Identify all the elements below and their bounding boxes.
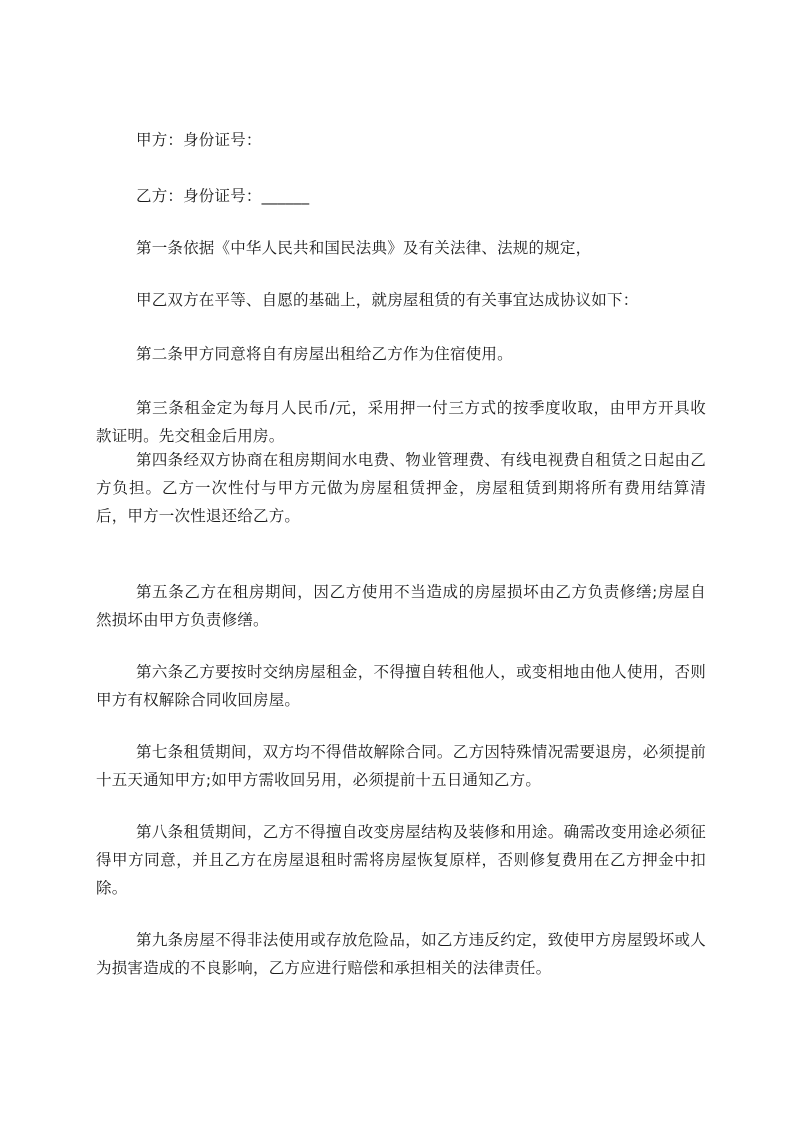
clause-7: 第七条租赁期间，双方均不得借故解除合同。乙方因特殊情况需要退房，必须提前十五天通知甲方;如甲方需收回另用，必须提前十五日通知乙方。 (96, 743, 706, 789)
party-a-line: 甲方：身份证号： (136, 131, 262, 149)
clause-2: 第二条甲方同意将自有房屋出租给乙方作为住宿使用。 (136, 345, 513, 363)
clause-1-basis: 第一条依据《中华人民共和国民法典》及有关法律、法规的规定， (136, 239, 592, 257)
clause-8: 第八条租赁期间，乙方不得擅自改变房屋结构及装修和用途。确需改变用途必须征得甲方同意，并且乙方在房屋退租时需将房屋恢复原样，否则修复费用在乙方押金中扣除。 (96, 823, 706, 897)
party-b-line: 乙方：身份证号：______ (136, 187, 310, 205)
clause-4: 第四条经双方协商在租房期间水电费、物业管理费、有线电视费自租赁之日起由乙方负担。乙方一次性付与甲方元做为房屋租赁押金，房屋租赁到期将所有费用结算清后，甲方一次性退还给乙方。 (96, 451, 706, 525)
clause-5: 第五条乙方在租房期间，因乙方使用不当造成的房屋损坏由乙方负责修缮;房屋自然损坏由甲方负责修缮。 (96, 583, 706, 629)
clause-1-agreement: 甲乙双方在平等、自愿的基础上，就房屋租赁的有关事宜达成协议如下： (136, 291, 639, 309)
clause-6: 第六条乙方要按时交纳房屋租金，不得擅自转租他人，或变相地由他人使用，否则甲方有权解除合同收回房屋。 (96, 663, 706, 709)
clause-3: 第三条租金定为每月人民币/元，采用押一付三方式的按季度收取，由甲方开具收款证明。先交租金后用房。 (96, 399, 706, 445)
clause-9: 第九条房屋不得非法使用或存放危险品，如乙方违反约定，致使甲方房屋毁坏或人为损害造成的不良影响，乙方应进行赔偿和承担相关的法律责任。 (96, 931, 706, 977)
